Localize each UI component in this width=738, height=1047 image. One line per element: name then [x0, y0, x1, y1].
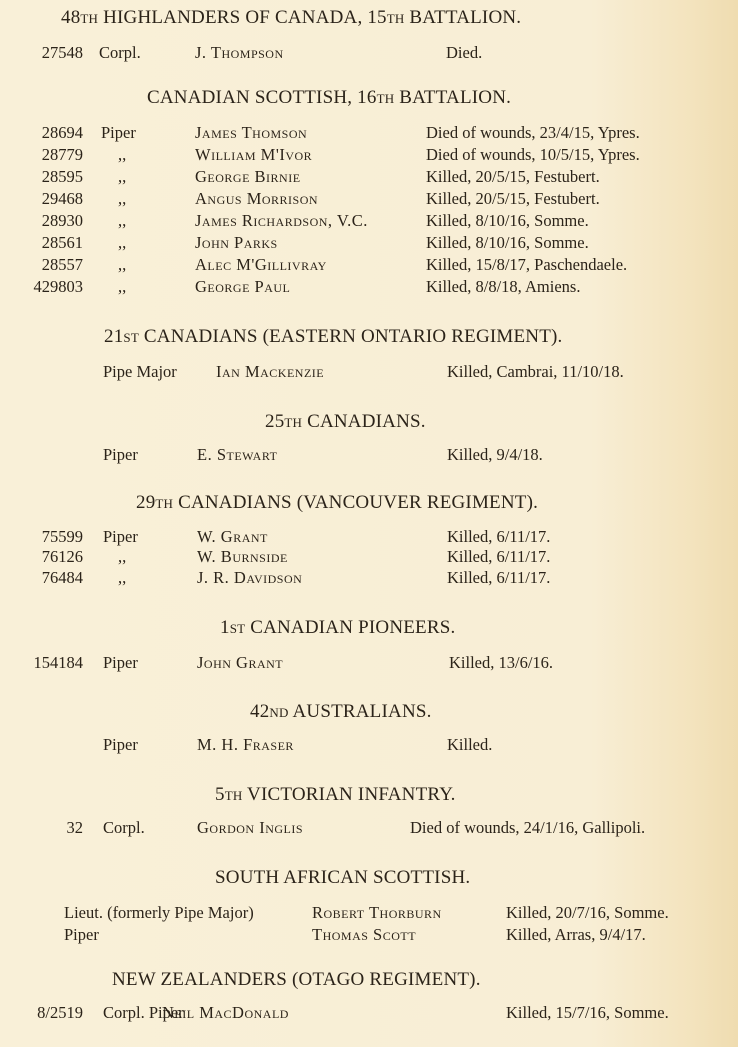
casualty-result: Killed, 20/5/15, Festubert. [426, 189, 600, 208]
service-number: 429803 [33, 277, 83, 296]
ditto-mark: ,, [118, 233, 127, 252]
ditto-mark: ,, [118, 568, 127, 587]
soldier-name: M. H. Fraser [197, 735, 294, 754]
service-number: 29468 [41, 189, 83, 208]
casualty-result: Killed, 8/10/16, Somme. [426, 233, 589, 252]
soldier-name: James Thomson [195, 123, 308, 142]
service-number: 28930 [41, 211, 83, 230]
ditto-mark: ,, [118, 255, 127, 274]
rank: Piper [103, 735, 138, 754]
rank: Corpl. [103, 818, 145, 837]
ditto-mark: ,, [118, 167, 127, 186]
casualty-result: Killed, 20/5/15, Festubert. [426, 167, 600, 186]
service-number: 76484 [41, 568, 83, 587]
rank: Lieut. (formerly Pipe Major) [64, 903, 254, 922]
soldier-name: E. Stewart [197, 445, 278, 464]
rank: Pipe Major [103, 362, 177, 381]
casualty-result: Killed, Cambrai, 11/10/18. [447, 362, 624, 381]
section-heading: 5th VICTORIAN INFANTRY. [215, 784, 456, 805]
casualty-result: Died of wounds, 23/4/15, Ypres. [426, 123, 640, 142]
section-heading: SOUTH AFRICAN SCOTTISH. [215, 867, 471, 888]
casualty-result: Killed, 6/11/17. [447, 527, 551, 546]
service-number: 32 [66, 818, 83, 837]
casualty-result: Died of wounds, 10/5/15, Ypres. [426, 145, 640, 164]
soldier-name: James Richardson, V.C. [195, 211, 368, 230]
soldier-name: Robert Thorburn [312, 903, 442, 922]
rank: Piper [101, 123, 136, 142]
section-heading: 48th HIGHLANDERS OF CANADA, 15th BATTALION. [61, 7, 522, 28]
casualty-result: Killed, 8/8/18, Amiens. [426, 277, 581, 296]
soldier-name: Ian Mackenzie [216, 362, 325, 381]
soldier-name: W. Grant [197, 527, 268, 546]
rank: Piper [103, 527, 138, 546]
rank: Piper [64, 925, 99, 944]
ditto-mark: ,, [118, 211, 127, 230]
section-heading: 29th CANADIANS (VANCOUVER REGIMENT). [136, 492, 539, 513]
ditto-mark: ,, [118, 189, 127, 208]
casualty-result: Killed, 6/11/17. [447, 547, 551, 566]
service-number: 28779 [41, 145, 83, 164]
soldier-name: Thomas Scott [312, 925, 417, 944]
ditto-mark: ,, [118, 145, 127, 164]
service-number: 28694 [41, 123, 83, 142]
rank: Piper [103, 445, 138, 464]
casualty-result: Killed. [447, 735, 493, 754]
section-heading: 21st CANADIANS (EASTERN ONTARIO REGIMENT). [104, 326, 563, 347]
casualty-result: Killed, 6/11/17. [447, 568, 551, 587]
soldier-name: William M'Ivor [195, 145, 313, 164]
casualty-result: Killed, 13/6/16. [449, 653, 554, 672]
section-heading: 42nd AUSTRALIANS. [250, 701, 432, 722]
casualty-result: Killed, 15/7/16, Somme. [506, 1003, 669, 1022]
section-heading: 25th CANADIANS. [265, 411, 426, 432]
soldier-name: Neil MacDonald [162, 1003, 289, 1022]
casualty-result: Killed, 20/7/16, Somme. [506, 903, 669, 922]
soldier-name: George Paul [195, 277, 291, 296]
rank: Corpl. Piper [103, 1003, 184, 1022]
service-number: 28561 [41, 233, 83, 252]
ditto-mark: ,, [118, 277, 127, 296]
soldier-name: Gordon Inglis [197, 818, 304, 837]
service-number: 154184 [33, 653, 83, 672]
rank: Piper [103, 653, 138, 672]
casualty-result: Died. [446, 43, 483, 62]
casualty-result: Killed, 15/8/17, Paschendaele. [426, 255, 628, 274]
service-number: 75599 [41, 527, 83, 546]
soldier-name: Angus Morrison [195, 189, 319, 208]
soldier-name: J. R. Davidson [197, 568, 303, 587]
service-number: 8/2519 [37, 1003, 83, 1022]
soldier-name: John Grant [197, 653, 284, 672]
service-number: 28595 [41, 167, 83, 186]
casualty-result: Killed, Arras, 9/4/17. [506, 925, 646, 944]
service-number: 28557 [41, 255, 83, 274]
soldier-name: J. Thompson [195, 43, 284, 62]
section-heading: CANADIAN SCOTTISH, 16th BATTALION. [147, 87, 512, 108]
casualty-result: Killed, 9/4/18. [447, 445, 543, 464]
soldier-name: Alec M'Gillivray [195, 255, 327, 274]
ditto-mark: ,, [118, 547, 127, 566]
section-heading: 1st CANADIAN PIONEERS. [220, 617, 456, 638]
casualty-result: Died of wounds, 24/1/16, Gallipoli. [410, 818, 646, 837]
service-number: 27548 [41, 43, 83, 62]
section-heading: NEW ZEALANDERS (OTAGO REGIMENT). [112, 969, 481, 990]
casualty-result: Killed, 8/10/16, Somme. [426, 211, 589, 230]
rank: Corpl. [99, 43, 141, 62]
soldier-name: George Birnie [195, 167, 301, 186]
service-number: 76126 [41, 547, 83, 566]
soldier-name: W. Burnside [197, 547, 288, 566]
soldier-name: John Parks [195, 233, 278, 252]
